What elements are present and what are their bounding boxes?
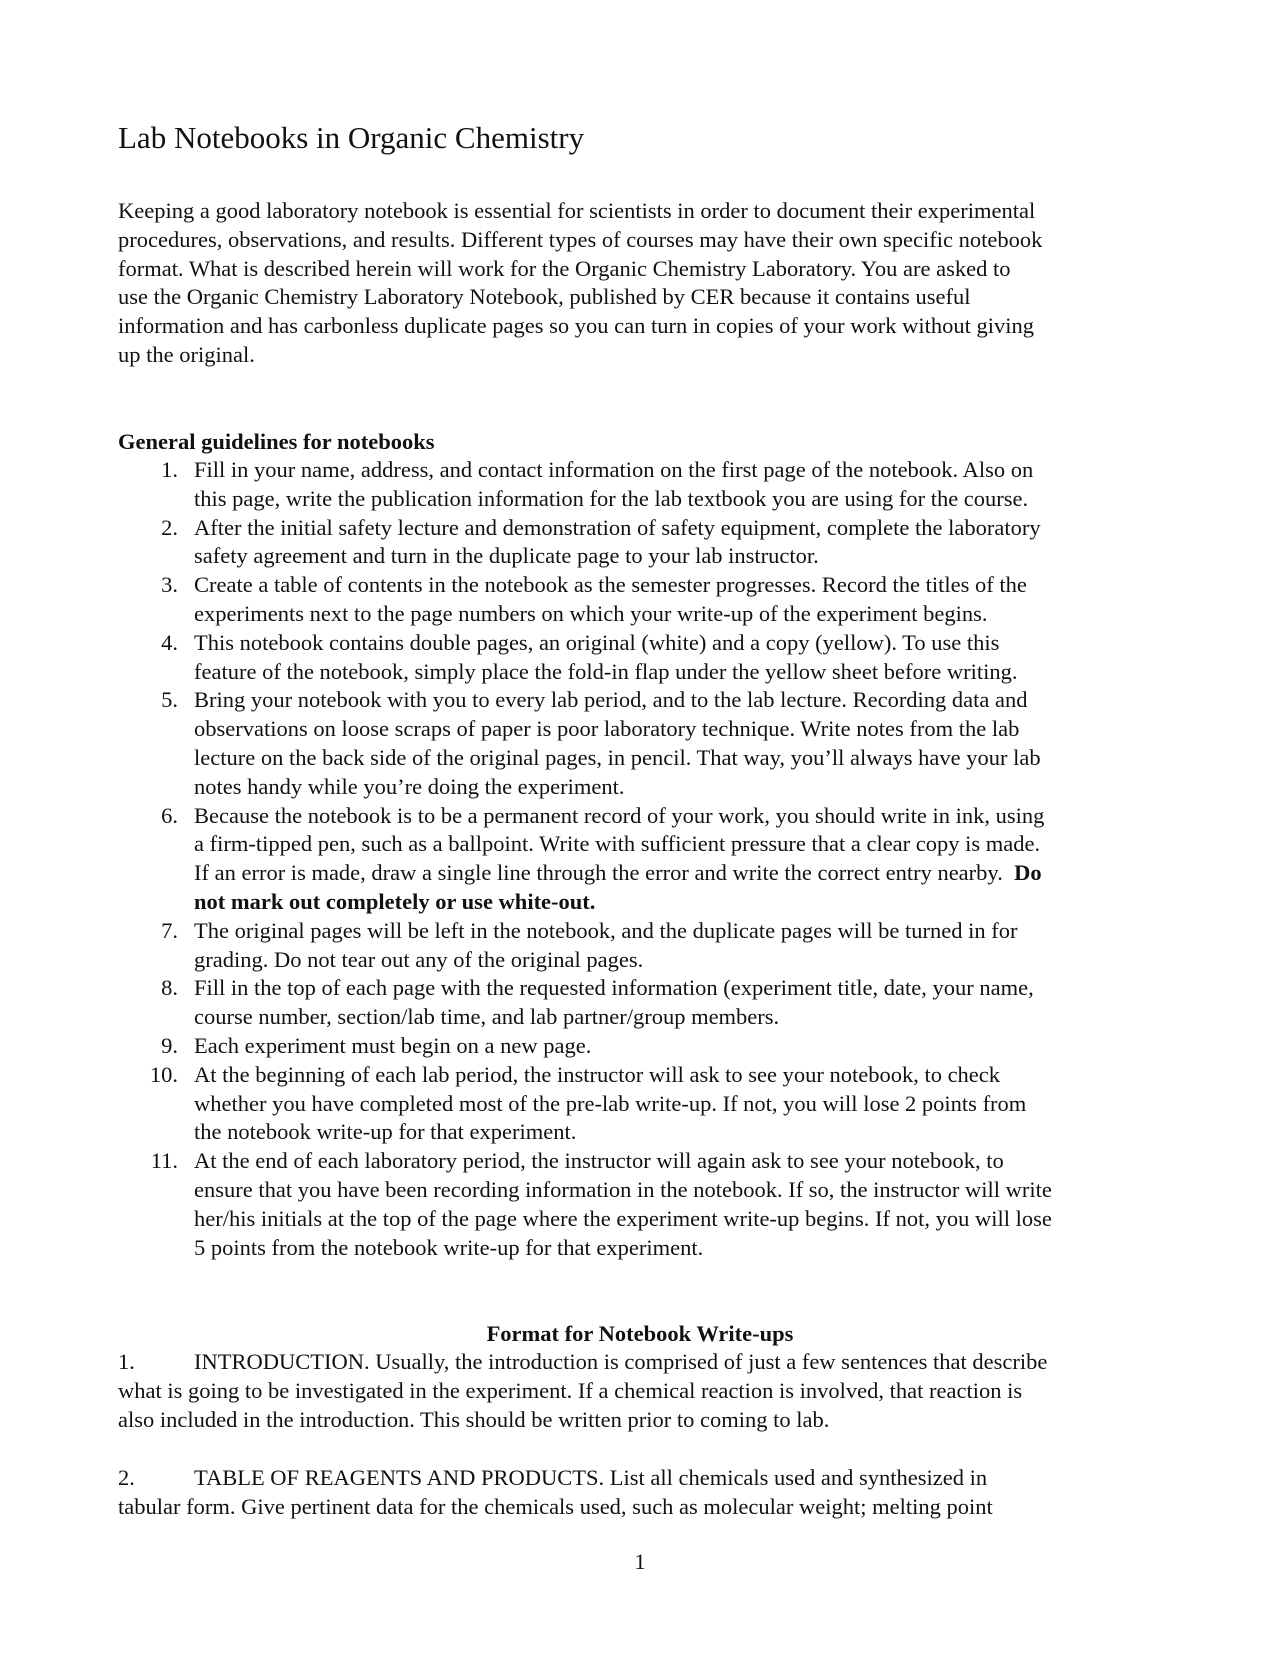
guideline-bold-text: Do — [1014, 860, 1042, 886]
guideline-number: 5. — [161, 687, 178, 713]
guideline-item — [118, 456, 1168, 514]
guideline-number: 6. — [161, 802, 178, 828]
guideline-text — [194, 629, 1168, 687]
format-section-lead-text: INTRODUCTION. Usually, the introduction is comprised of just a few sentences that describe — [194, 1349, 1048, 1374]
format-section-lead-text: TABLE OF REAGENTS AND PRODUCTS. List all chemicals used and synthesized in — [194, 1465, 988, 1490]
guideline-text — [194, 1032, 1168, 1061]
document-title: Lab Notebooks in Organic Chemistry — [118, 120, 585, 155]
guideline-bold-text: not mark out completely or use white-out. — [194, 888, 596, 914]
intro-line: format. What is described herein will work for the Organic Chemistry Laboratory. You are asked to — [118, 255, 1011, 281]
guideline-number: 7. — [161, 917, 178, 943]
guideline-item — [118, 802, 1168, 917]
guideline-line — [194, 888, 1168, 917]
guideline-line: At the beginning of each lab period, the instructor will ask to see your notebook, to check — [194, 1061, 1001, 1087]
guideline-line: the notebook write-up for that experiment. — [194, 1119, 577, 1145]
guidelines-heading: General guidelines for notebooks — [118, 429, 435, 454]
format-section-first-line — [118, 1464, 1178, 1493]
guideline-number: 3. — [161, 572, 178, 598]
format-section-number: 2. — [118, 1465, 135, 1490]
guideline-line: Each experiment must begin on a new page. — [194, 1032, 592, 1058]
intro-line: Keeping a good laboratory notebook is essential for scientists in order to document their experimental — [118, 198, 1036, 223]
format-section-line: what is going to be investigated in the experiment. If a chemical reaction is involved, that reaction is — [118, 1377, 1023, 1403]
guideline-line: a firm-tipped pen, such as a ballpoint. Write with sufficient pressure that a clear copy is made. — [194, 831, 1041, 857]
guideline-line: Fill in the top of each page with the requested information (experiment title, date, your name, — [194, 975, 1034, 1001]
guideline-line: ensure that you have been recording information in the notebook. If so, the instructor will write — [194, 1176, 1052, 1202]
guideline-text — [194, 456, 1168, 514]
guideline-line: Fill in your name, address, and contact information on the first page of the notebook. Also on — [194, 457, 1034, 482]
guideline-item — [118, 1061, 1168, 1147]
format-section-line: also included in the introduction. This should be written prior to coming to lab. — [118, 1406, 830, 1432]
guideline-number: 11. — [150, 1148, 178, 1174]
guideline-line: notes handy while you’re doing the experiment. — [194, 773, 625, 799]
guideline-text — [194, 917, 1168, 975]
guideline-line — [194, 859, 1168, 888]
guideline-line: this page, write the publication information for the lab textbook you are using for the course. — [194, 485, 1029, 511]
guideline-line: her/his initials at the top of the page where the experiment write-up begins. If not, you will lose — [194, 1205, 1052, 1231]
guideline-line: At the end of each laboratory period, the instructor will again ask to see your notebook, to — [194, 1148, 1004, 1174]
intro-paragraph — [118, 197, 1168, 370]
guideline-item — [118, 514, 1168, 572]
guideline-line: lecture on the back side of the original pages, in pencil. That way, you’ll always have your lab — [194, 744, 1041, 770]
guideline-number: 4. — [161, 629, 178, 655]
guideline-text — [194, 974, 1168, 1032]
guideline-text — [194, 1147, 1168, 1262]
guideline-text — [194, 802, 1168, 917]
guideline-line: feature of the notebook, simply place the fold-in flap under the yellow sheet before writing. — [194, 658, 1018, 684]
guideline-line: Bring your notebook with you to every lab period, and to the lab lecture. Recording data and — [194, 687, 1028, 713]
guideline-item — [118, 917, 1168, 975]
guidelines-list — [118, 456, 1168, 1262]
intro-line: up the original. — [118, 341, 255, 367]
format-heading: Format for Notebook Write-ups — [486, 1321, 794, 1346]
guideline-line: After the initial safety lecture and demonstration of safety equipment, complete the laboratory — [194, 514, 1041, 540]
format-section-line: tabular form. Give pertinent data for the chemicals used, such as molecular weight; melting point — [118, 1493, 993, 1519]
guideline-text — [194, 514, 1168, 572]
guideline-line: Because the notebook is to be a permanent record of your work, you should write in ink, using — [194, 802, 1045, 828]
format-section-introduction — [118, 1348, 1178, 1434]
format-section-table-of-reagents — [118, 1464, 1178, 1522]
guideline-line: observations on loose scraps of paper is poor laboratory technique. Write notes from the lab — [194, 716, 1020, 742]
intro-line: use the Organic Chemistry Laboratory Notebook, published by CER because it contains useful — [118, 284, 971, 310]
guideline-number: 8. — [161, 975, 178, 1001]
guideline-item — [118, 686, 1168, 801]
guideline-text — [194, 1061, 1168, 1147]
guideline-number: 10. — [149, 1061, 178, 1087]
guideline-item — [118, 1032, 1168, 1061]
guideline-line: This notebook contains double pages, an original (white) and a copy (yellow). To use this — [194, 629, 1000, 655]
guideline-item — [118, 1147, 1168, 1262]
guideline-text — [194, 686, 1168, 801]
guideline-number: 9. — [161, 1032, 178, 1058]
intro-line: information and has carbonless duplicate pages so you can turn in copies of your work without giving — [118, 313, 1035, 339]
page-number: 1 — [634, 1549, 646, 1574]
guideline-item — [118, 629, 1168, 687]
guideline-line: whether you have completed most of the pre-lab write-up. If not, you will lose 2 points from — [194, 1090, 1027, 1116]
guideline-line: Create a table of contents in the notebook as the semester progresses. Record the titles of the — [194, 572, 1027, 598]
guideline-line: 5 points from the notebook write-up for that experiment. — [194, 1234, 704, 1260]
guideline-line: grading. Do not tear out any of the original pages. — [194, 946, 644, 972]
guideline-line: safety agreement and turn in the duplicate page to your lab instructor. — [194, 543, 819, 569]
guideline-text — [194, 571, 1168, 629]
guideline-line-text: If an error is made, draw a single line through the error and write the correct entry nearby. — [194, 860, 1015, 886]
guideline-line: experiments next to the page numbers on which your write-up of the experiment begins. — [194, 600, 988, 626]
guideline-line: course number, section/lab time, and lab partner/group members. — [194, 1004, 780, 1030]
guideline-number: 2. — [161, 514, 178, 540]
guideline-item — [118, 974, 1168, 1032]
format-section-first-line — [118, 1348, 1178, 1377]
guideline-number: 1. — [161, 457, 178, 482]
intro-line: procedures, observations, and results. Different types of courses may have their own specific notebook — [118, 226, 1043, 252]
format-section-number: 1. — [118, 1349, 135, 1374]
guideline-line: The original pages will be left in the notebook, and the duplicate pages will be turned in for — [194, 917, 1018, 943]
guideline-item — [118, 571, 1168, 629]
